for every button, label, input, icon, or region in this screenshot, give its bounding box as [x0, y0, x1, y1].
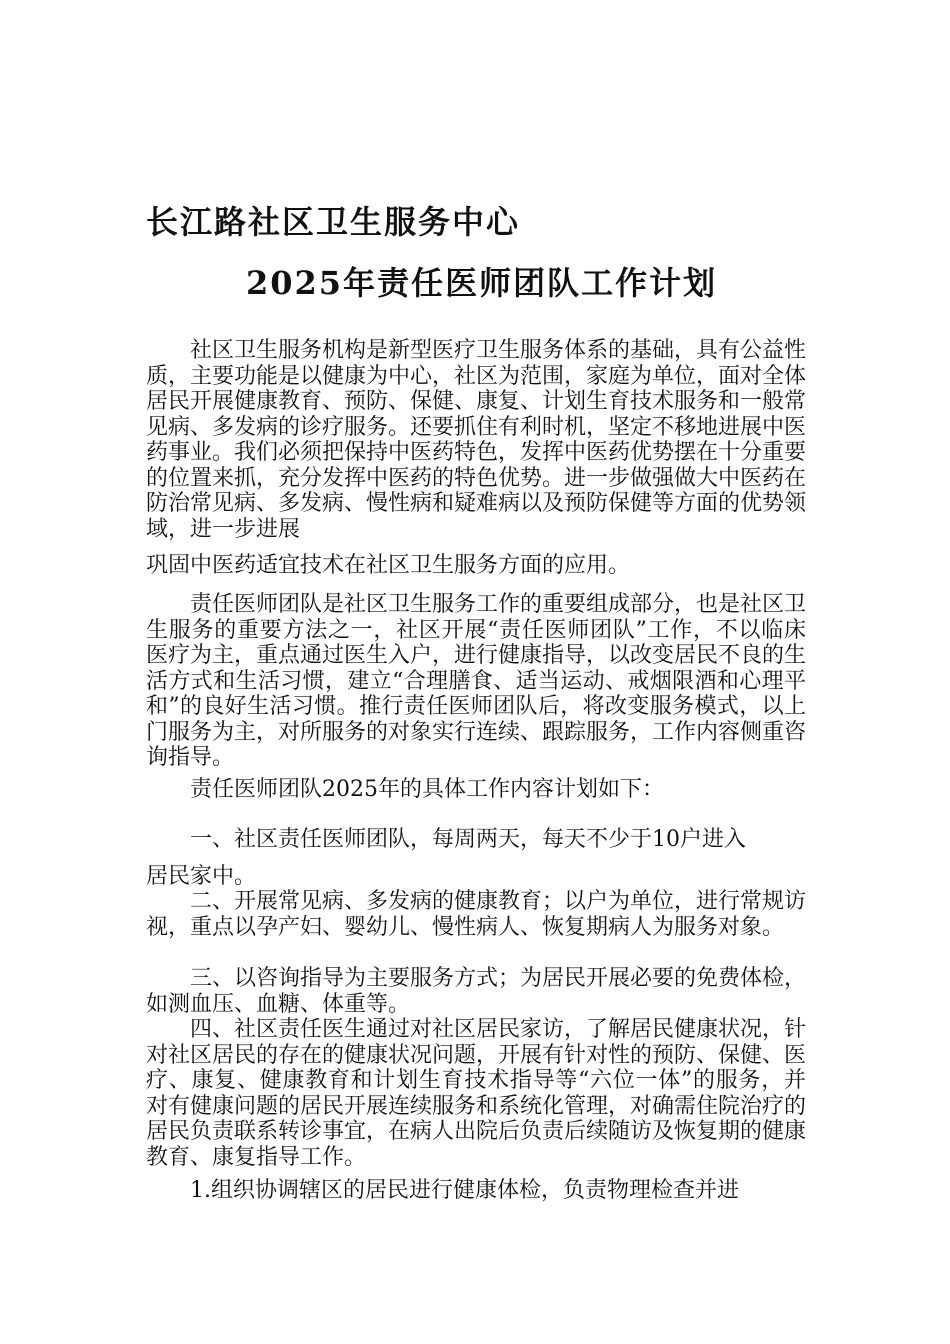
paragraph-team: 责任医师团队是社区卫生服务工作的重要组成部分，也是社区卫生服务的重要方法之一，社区开展“责任医师团队”工作，不以临床医疗为主，重点通过医生入户，进行健康指导，以改变居民不良的生活方式和生活习惯，建立“合理膳食、适当运动、戒烟限酒和心理平和”的良好生活习惯。推行责任医师团队后，将改变服务模式，以上门服务为主，对所服务的对象实行连续、跟踪服务，工作内容侧重咨询指导。 [146, 592, 807, 770]
document-title-line1: 长江路社区卫生服务中心 [146, 203, 521, 241]
paragraph-item-4: 四、社区责任医生通过对社区居民家访，了解居民健康状况，针对社区居民的存在的健康状况问题，开展有针对性的预防、保健、医疗、康复、健康教育和计划生育技术指导等“六位一体”的服务，并对有健康问题的居民开展连续服务和系统化管理，对确需住院治疗的居民负责联系转诊事宜，在病人出院后负责后续随访及恢复期的健康教育、康复指导工作。 [146, 1017, 807, 1170]
paragraph-item-3: 三、以咨询指导为主要服务方式；为居民开展必要的免费体检，如测血压、血糖、体重等。 [146, 966, 807, 1017]
document-title-line2: 2025年责任医师团队工作计划 [246, 264, 718, 302]
paragraph-intro-end: 巩固中医药适宜技术在社区卫生服务方面的应用。 [146, 553, 631, 578]
paragraph-subitem-1: 1.组织协调辖区的居民进行健康体检，负责物理检查并进 [190, 1178, 739, 1203]
paragraph-item-1: 一、社区责任医师团队，每周两天，每天不少于10户进入 [190, 827, 746, 852]
paragraph-item-1-end: 居民家中。 [146, 864, 257, 889]
paragraph-item-2: 二、开展常见病、多发病的健康教育；以户为单位，进行常规访视，重点以孕产妇、婴幼儿、慢性病人、恢复期病人为服务对象。 [146, 889, 807, 940]
paragraph-plan-intro: 责任医师团队2025年的具体工作内容计划如下： [190, 777, 664, 802]
paragraph-intro: 社区卫生服务机构是新型医疗卫生服务体系的基础，具有公益性质，主要功能是以健康为中心，社区为范围，家庭为单位，面对全体居民开展健康教育、预防、保健、康复、计划生育技术服务和一般常见病、多发病的诊疗服务。还要抓住有利时机，坚定不移地进展中医药事业。我们必须把保持中医药特色，发挥中医药优势摆在十分重要的位置来抓，充分发挥中医药的特色优势。进一步做强做大中医药在防治常见病、多发病、慢性病和疑难病以及预防保健等方面的优势领域，进一步进展 [146, 338, 807, 542]
